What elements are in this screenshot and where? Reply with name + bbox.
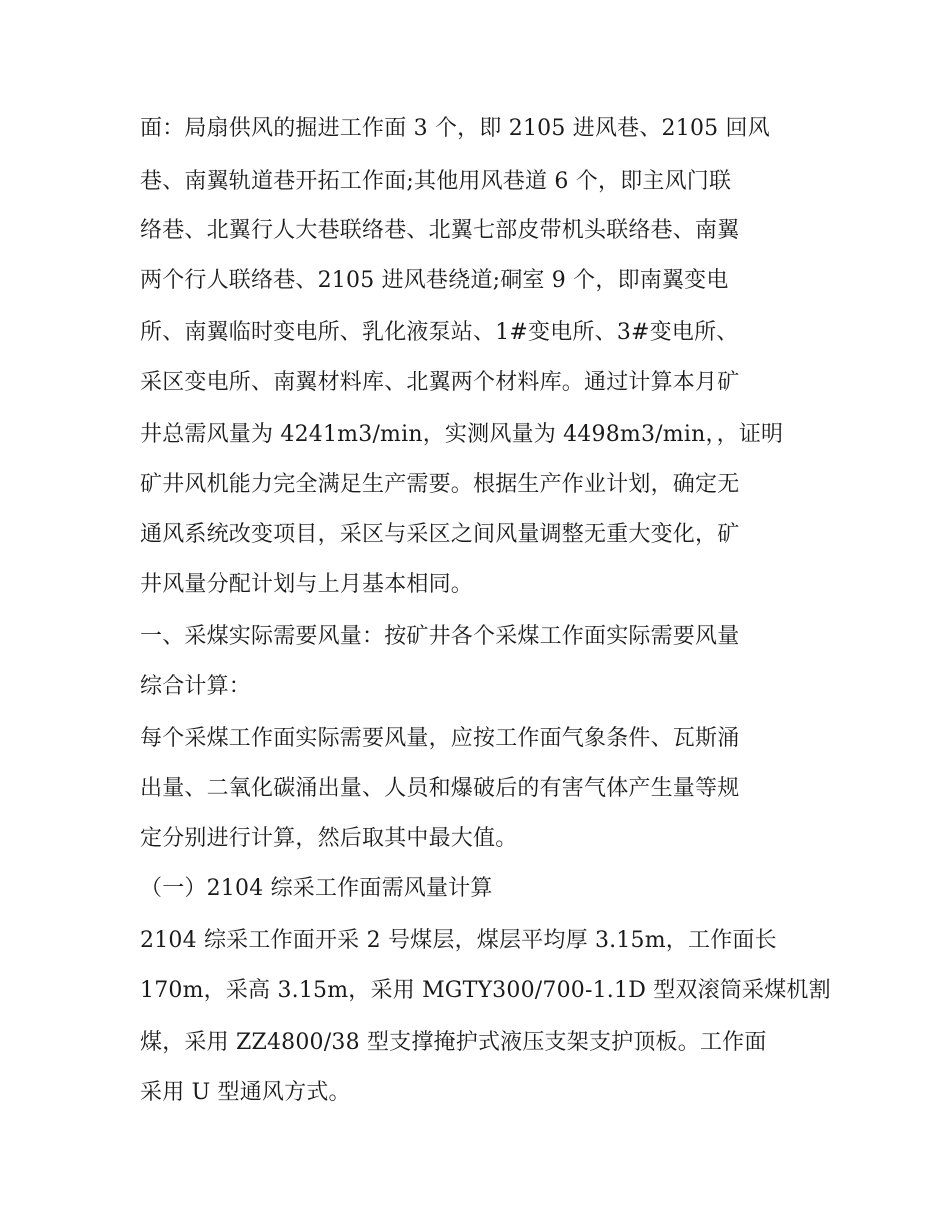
- text-line: 出量、二氧化碳涌出量、人员和爆破后的有害气体产生量等规: [140, 776, 740, 801]
- text-line: 采区变电所、南翼材料库、北翼两个材料库。通过计算本月矿: [140, 370, 740, 395]
- section-heading: （一）2104 综采工作面需风量计算: [140, 876, 493, 901]
- text-line: 井风量分配计划与上月基本相同。: [140, 572, 474, 597]
- text-line: 定分别进行计算，然后取其中最大值。: [140, 826, 518, 851]
- text-line: 2104 综采工作面开采 2 号煤层，煤层平均厚 3.15m，工作面长: [140, 928, 777, 953]
- text-line: 络巷、北翼行人大巷联络巷、北翼七部皮带机头联络巷、南翼: [140, 218, 740, 243]
- text-line: 所、南翼临时变电所、乳化液泵站、1#变电所、3#变电所、: [140, 320, 739, 345]
- text-line: 巷、南翼轨道巷开拓工作面;其他用风巷道 6 个，即主风门联: [140, 169, 732, 194]
- text-line: 采用 U 型通风方式。: [140, 1080, 351, 1105]
- text-line: 井总需风量为 4241m3/min，实测风量为 4498m3/min，，证明: [140, 422, 784, 447]
- text-line: 矿井风机能力完全满足生产需要。根据生产作业计划，确定无: [140, 472, 740, 497]
- text-line: 煤，采用 ZZ4800/38 型支撑掩护式液压支架支护顶板。工作面: [140, 1030, 767, 1055]
- text-line: 每个采煤工作面实际需要风量，应按工作面气象条件、瓦斯涌: [140, 726, 740, 751]
- text-line: 两个行人联络巷、2105 进风巷绕道;硐室 9 个，即南翼变电: [140, 268, 729, 293]
- text-line: 170m，采高 3.15m，采用 MGTY300/700-1.1D 型双滚筒采煤机割: [140, 978, 831, 1003]
- text-line: 面：局扇供风的掘进工作面 3 个，即 2105 进风巷、2105 回风: [140, 116, 770, 141]
- text-line: 通风系统改变项目，采区与采区之间风量调整无重大变化，矿: [140, 522, 740, 547]
- text-line: 综合计算：: [140, 674, 252, 699]
- text-line: 一、采煤实际需要风量：按矿井各个采煤工作面实际需要风量: [140, 624, 740, 649]
